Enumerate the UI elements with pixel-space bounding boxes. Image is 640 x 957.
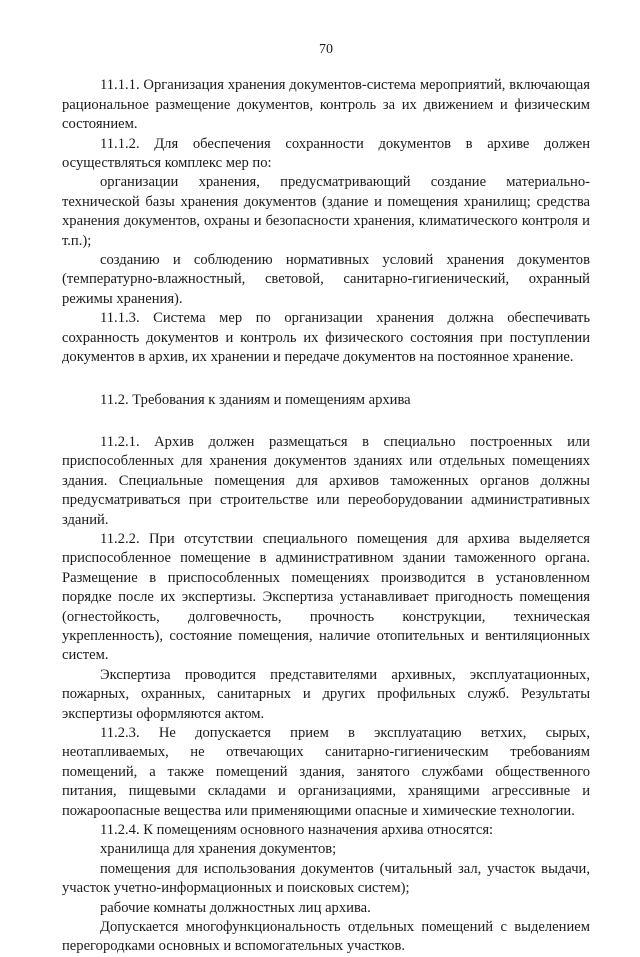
list-item-organization: организации хранения, предусматривающий создание материально-технической базы хранения документов (здание и помещения хранилищ; средства хранения документов, охраны и безопасности хранения, климатического контроля и т.п.); [62,174,590,249]
section-heading-11-2: 11.2. Требования к зданиям и помещениям архива [100,391,411,408]
list-item-storage-rooms: хранилища для хранения документов; [100,841,337,858]
paragraph-multifunctionality: Допускается многофункциональность отдельных помещений с выделением перегородками основных и вспомогательных участков. [62,919,590,955]
section-11-2 [62,433,590,957]
document-page [62,40,590,957]
paragraph-11-1-2: 11.1.2. Для обеспечения сохранности документов в архиве должен осуществляться комплекс мер по: [62,135,590,172]
list-item-usage-rooms: помещения для использования документов (читальный зал, участок выдачи, участок учетно-информационных и поисковых систем); [62,860,590,897]
section-11-1 [62,76,590,367]
page-number: 70 [319,42,333,57]
paragraph-11-2-1: 11.2.1. Архив должен размещаться в специально построенных или приспособленных для хранения документов зданиях или отдельных помещениях здания. Специальные помещения для архивов таможенных органов должны предусматриваться при строительстве или переоборудовании административных зданий. [62,433,590,528]
paragraph-11-1-3: 11.1.3. Система мер по организации хранения должна обеспечивать сохранность документов и контроль их физического состояния при поступлении документов в архив, их хранении и передаче документов на постоянное хранение. [62,310,590,366]
paragraph-11-2-3: 11.2.3. Не допускается прием в эксплуатацию ветхих, сырых, неотапливаемых, не отвечающих санитарно-гигиеническим требованиям помещений, а также помещений здания, занятого службами общественного питания, пищевыми складами и организациями, хранящими агрессивные и пожароопасные вещества или применяющими опасные и химические технологии. [62,725,590,819]
list-item-conditions: созданию и соблюдению нормативных условий хранения документов (температурно-влажностный, световой, санитарно-гигиенический, охранный режимы хранения). [62,252,590,307]
paragraph-11-1-1: 11.1.1. Организация хранения документов-система мероприятий, включающая рациональное размещение документов, контроль за их движением и физическим состоянием. [62,77,590,133]
paragraph-11-2-4: 11.2.4. К помещениям основного назначения архива относятся: [100,822,494,839]
paragraph-expertise: Экспертиза проводится представителями архивных, эксплуатационных, пожарных, охранных, санитарных и других профильных служб. Результаты экспертизы оформляются актом. [62,666,590,722]
paragraph-11-2-2: 11.2.2. При отсутствии специального помещения для архива выделяется приспособленное помещение в административном здании таможенного органа. Размещение в приспособленных помещениях производится в установленном порядке после их экспертизы. Экспертиза устанавливает пригодность помещения (огнестойкость, долговечность, прочность конструкции, техническая укрепленность), состояние помещения, наличие отопительных и вентиляционных систем. [62,530,590,664]
list-item-staff-rooms: рабочие комнаты должностных лиц архива. [100,899,371,916]
